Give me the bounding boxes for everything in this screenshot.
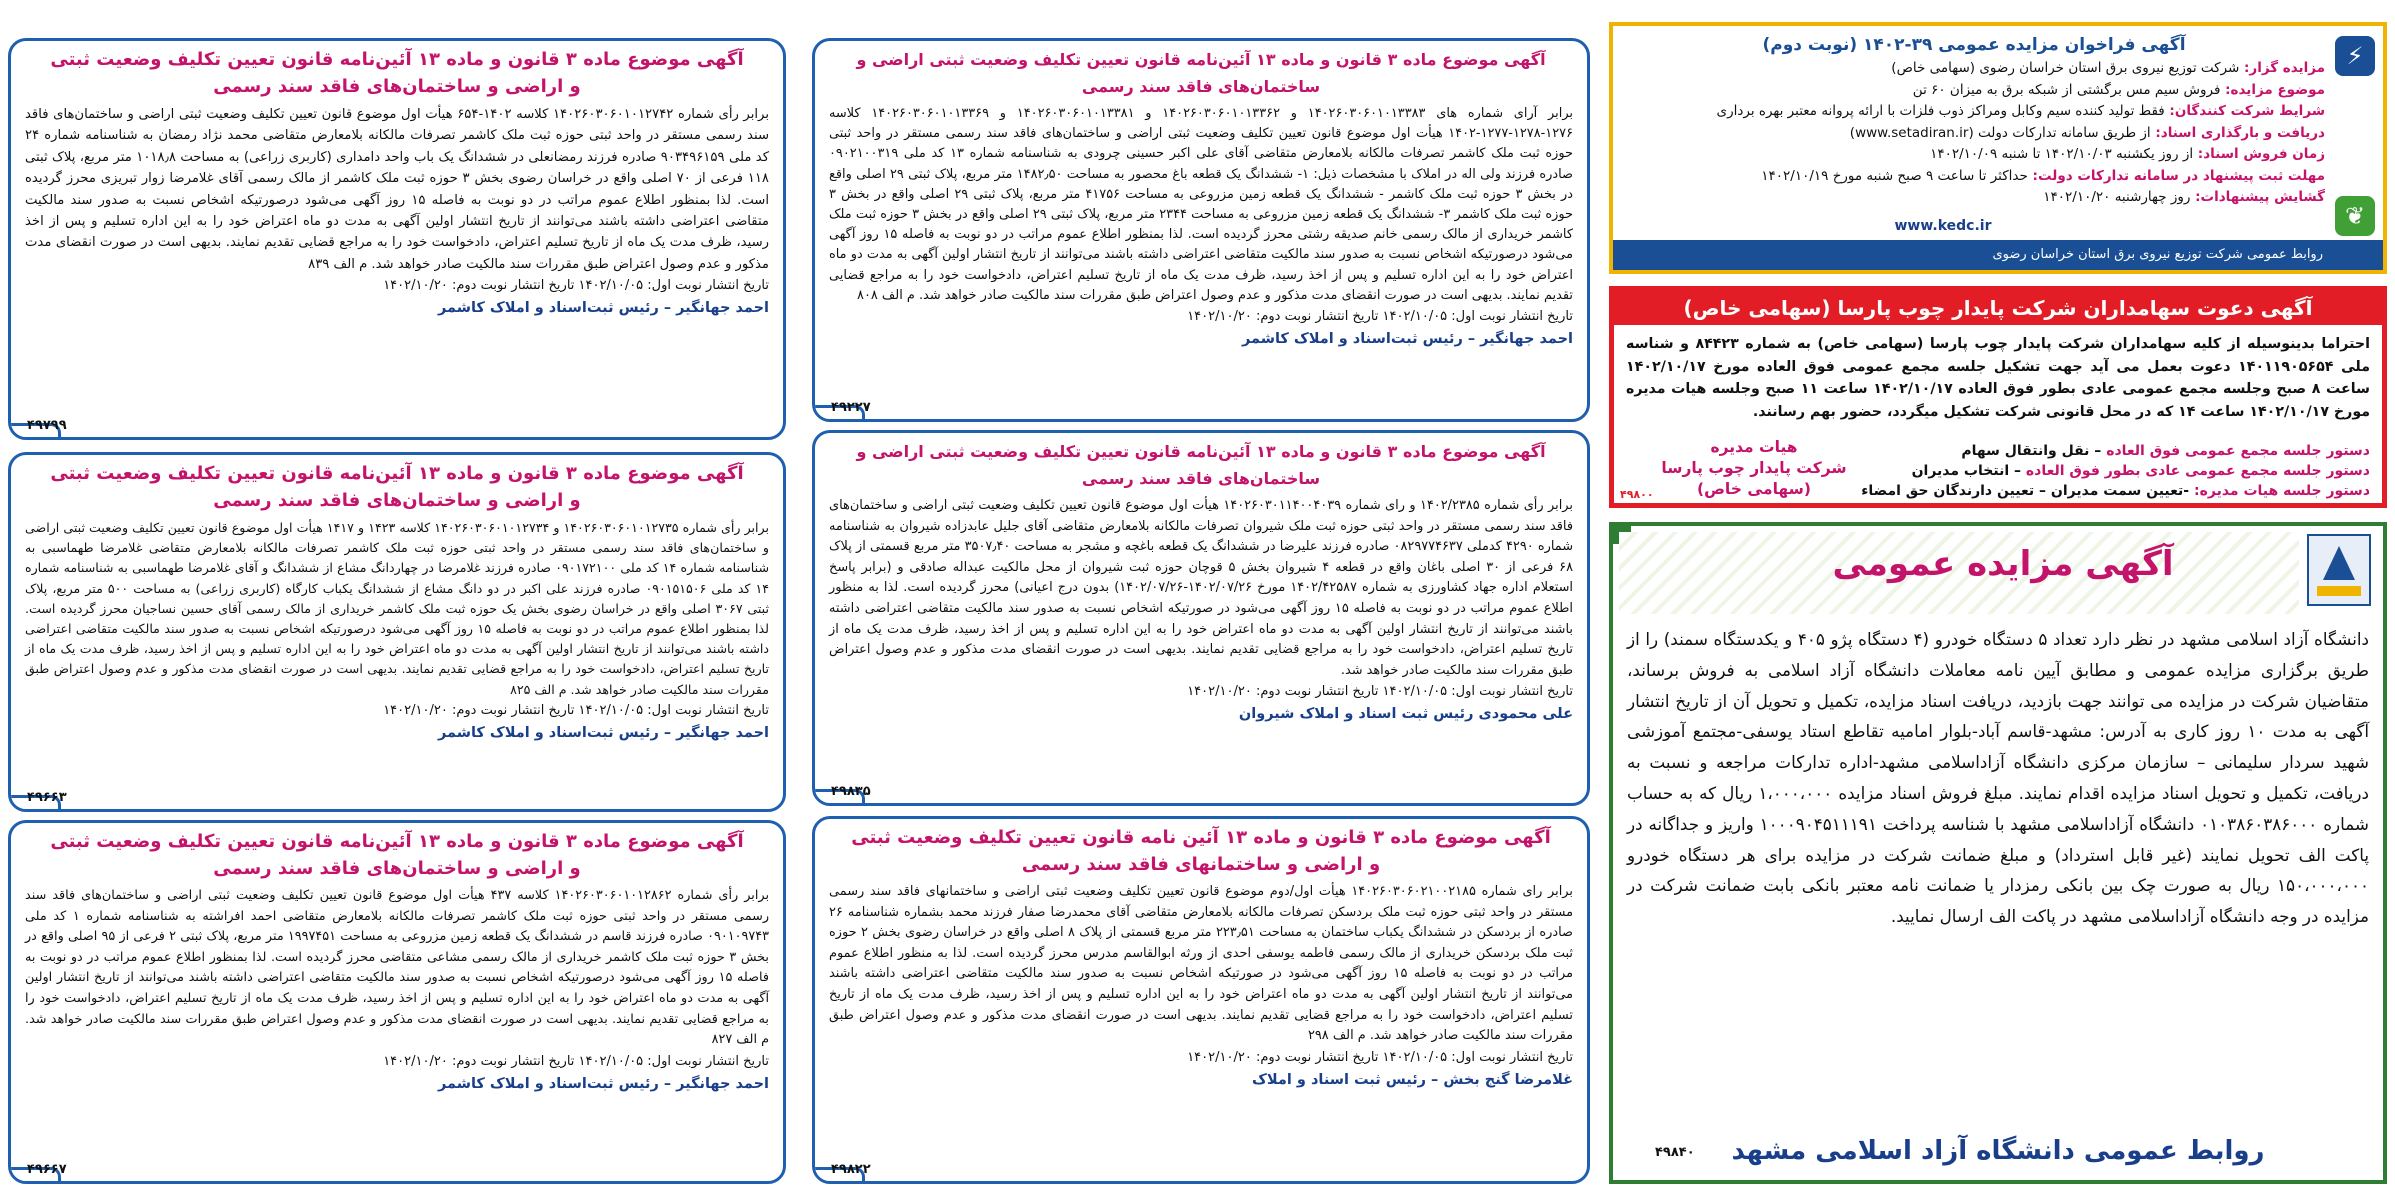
ad-title-line2: و اراضی و ساختمانهای فاقد سند رسمی <box>1021 854 1381 875</box>
ad-signer: احمد جهانگیر – رئیس ثبت‌اسناد و املاک کاشمر <box>1241 331 1573 348</box>
ad-dates: تاریخ انتشار نوبت اول: ۱۴۰۲/۱۰/۰۵ تاریخ انتشار نوبت دوم: ۱۴۰۲/۱۰/۲۰ <box>1187 684 1573 700</box>
signature-line: (سهامی خاص) <box>1697 480 1811 498</box>
agenda-text: -تعیین سمت مدیران – تعیین دارندگان حق امضاء <box>1861 483 2194 499</box>
ad-title-line1: آگهی موضوع ماده ۳ قانون و ماده ۱۳ آئین‌نامه قانون تعیین تکلیف وضعیت ثبتی <box>50 49 744 70</box>
logo-bar <box>2317 586 2361 596</box>
row-label: مزایده گزار: <box>2239 60 2325 76</box>
ad-code: ۴۹۲۲۷ <box>831 400 871 415</box>
meeting-agenda <box>1861 441 2370 501</box>
ad-body: برابر رأی شماره ۱۴۰۲۶۰۳۰۶۰۱۰۱۲۷۴۲ کلاسه ۱۴۰۲-۶۵۴ هیأت اول موضوع قانون تعیین تکلیف وضعیت ثبتی اراضی و ساختمان‌های فاقد سند رسمی مستقر در واحد ثبتی حوزه ثبت ملک کاشمر تصرفات مالکانه بلامعارض متقاضی محمد نژاد رمضان به شناسنامه شماره ۲۴ کد ملی ۹۰۳۴۹۶۱۵۹ صادره فرزند رمضانعلی در ششدانگ یک باب واحد دامداری (کاربری زراعی) به مساحت ۱۰۱۸٫۸ متر مربع، پلاک ثبتی ۱۱۸ فرعی از ۷۰ اصلی واقع در خراسان رضوی بخش ۳ حوزه ثبت ملک کاشمر از مالک رسمی آقای غلامرضا زوار تبریزی محرز گردیده است. لذا بمنظور اطلاع عموم مراتب در دو نوبت به فاصله ۱۵ روز آگهی می‌شود درصورتیکه اشخاص نسبت به صدور سند مالکیت متقاضی اعتراضی داشته باشند می‌توانند از تاریخ انتشار اولین آگهی به مدت دو ماه اعتراض خود را به این اداره تسلیم و پس از اخذ رسید، ظرف مدت یک ماه از تاریخ تسلیم اعتراض، دادخواست خود را به مراجع قضایی تقدیم نمایند. بدیهی است در صورت انقضای مدت مذکور و عدم وصول اعتراض طبق مقررات سند مالکیت صادر خواهد شد. م الف ۸۳۹ <box>25 107 769 272</box>
registration-ad-4 <box>812 38 1590 422</box>
leaf-icon: ❦ <box>2335 196 2375 236</box>
row-label: مهلت ثبت پیشنهاد در سامانه تدارکات دولت: <box>2027 167 2325 184</box>
ad-signer: علی محمودی رئیس ثبت اسناد و املاک شیروان <box>1238 706 1573 723</box>
auction-row <box>1623 80 2325 102</box>
auction-content <box>1623 32 2325 240</box>
auction-row <box>1623 144 2325 166</box>
university-title: آگهی مزایده عمومی <box>1832 544 2174 584</box>
ad-title-line2: و اراضی و ساختمان‌های فاقد سند رسمی <box>213 490 581 511</box>
ad-body: برابر رای شماره ۱۴۰۲۶۰۳۰۶۰۲۱۰۰۲۱۸۵ هیأت اول/دوم موضوع قانون تعیین تکلیف وضعیت ثبتی اراضی و ساختمانهای فاقد سند رسمی مستقر در واحد ثبتی حوزه ثبت ملک بردسکن تصرفات مالکانه بلامعارض متقاضی آقای محمدرضا صفار فرزند محمد بشماره شناسنامه ۲۶ صادره از بردسکن در ششدانگ یکباب ساختمان به مساحت ۲۲۳٫۵۱ متر مربع قسمتی از پلاک ۸ اصلی واقع در خراسان رضوی بخش ۲ حوزه ثبت ملک بردسکن خریداری از مالک رسمی فاطمه یوسفی احدی از ورثه ابوالقاسم مدرس محرز گردیده است. لذا به منظور اطلاع عموم مراتب در دو نوبت به فاصله ۱۵ روز آگهی می‌شود در صورتیکه اشخاص نسبت به صدور سند مالکیت متقاضی اعتراضی داشته باشند می‌توانند از تاریخ انتشار اولین آگهی به مدت دو ماه اعتراض خود را به این اداره تسلیم و پس از اخذ رسید، ظرف مدت یک ماه از تاریخ تسلیم اعتراض، دادخواست خود را به مراجع قضایی تقدیم نمایند. بدیهی است در صورت انقضای مدت مذکور و عدم وصول اعتراض طبق مقررات سند مالکیت صادر خواهد شد. م الف ۲۹۸ <box>829 884 1573 1044</box>
university-auction-notice <box>1609 522 2387 1184</box>
ad-title-line1: آگهی موضوع ماده ۳ قانون و ماده ۱۳ آئین‌نامه قانون تعیین تکلیف وضعیت ثبتی <box>50 831 744 852</box>
meeting-title: آگهی دعوت سهامداران شرکت پایدار چوب پارسا (سهامی خاص) <box>1614 291 2382 325</box>
row-value: فقط تولید کننده سیم وکابل ومراکز ذوب فلزات با ارائه پروانه معتبر بهره برداری <box>1716 103 2165 119</box>
signature-line: هیات مدیره <box>1710 438 1798 456</box>
registration-ad-3 <box>8 820 786 1184</box>
ad-title-line2: و اراضی و ساختمان‌های فاقد سند رسمی <box>213 858 581 879</box>
row-value: شرکت توزیع نیروی برق استان خراسان رضوی (سهامی خاص) <box>1891 60 2240 76</box>
agenda-head: دستور جلسه مجمع عمومی فوق العاده <box>2106 443 2370 459</box>
signature-line: شرکت پایدار چوب پارسا <box>1661 459 1847 477</box>
lightning-icon: ⚡ <box>2335 36 2375 76</box>
row-value: حداکثر تا ساعت ۹ صبح شنبه مورخ ۱۴۰۲/۱۰/۱۹ <box>1761 167 2028 184</box>
ad-dates: تاریخ انتشار نوبت اول: ۱۴۰۲/۱۰/۰۵ تاریخ انتشار نوبت دوم: ۱۴۰۲/۱۰/۲۰ <box>383 278 769 294</box>
ad-title <box>11 455 783 514</box>
shareholders-meeting-notice <box>1609 286 2387 508</box>
ad-dates: تاریخ انتشار نوبت اول: ۱۴۰۲/۱۰/۰۵ تاریخ انتشار نوبت دوم: ۱۴۰۲/۱۰/۲۰ <box>383 702 769 718</box>
auction-notice <box>1609 22 2387 274</box>
university-code: ۴۹۸۴۰ <box>1655 1145 1695 1160</box>
registration-ad-5 <box>812 430 1590 806</box>
ad-title: آگهی موضوع ماده ۳ قانون و ماده ۱۳ آئین‌نامه قانون تعیین تکلیف وضعیت ثبتی اراضی و ساختمان‌های فاقد سند رسمی <box>856 50 1546 96</box>
university-header <box>1613 526 2383 624</box>
ad-dates: تاریخ انتشار نوبت اول: ۱۴۰۲/۱۰/۰۵ تاریخ انتشار نوبت دوم: ۱۴۰۲/۱۰/۲۰ <box>383 1053 769 1069</box>
university-signature: روابط عمومی دانشگاه آزاد اسلامی مشهد <box>1731 1136 2265 1166</box>
registration-ad-2 <box>8 452 786 812</box>
meeting-code: ۴۹۸۰۰ <box>1620 488 1654 501</box>
ad-title: آگهی موضوع ماده ۳ قانون و ماده ۱۳ آئین‌نامه قانون تعیین تکلیف وضعیت ثبتی اراضی و ساختمان‌های فاقد سند رسمی <box>856 442 1546 488</box>
auction-title: آگهی فراخوان مزایده عمومی ۳۹-۱۴۰۲ (نوبت دوم) <box>1762 35 2186 55</box>
auction-row <box>1623 123 2325 145</box>
ad-code: ۴۹۶۶۳ <box>27 790 67 805</box>
university-body: دانشگاه آزاد اسلامی مشهد در نظر دارد تعداد ۵ دستگاه خودرو (۴ دستگاه پژو ۴۰۵ و یکدستگاه سمند) را از طریق برگزاری مزایده عمومی و مطابق آیین نامه معاملات دانشگاه آزاد اسلامی به فروش برساند، متقاضیان شرکت در مزایده می توانند جهت بازدید، دریافت اسناد مزایده، تکمیل و تحویل آن از تاریخ انتشار آگهی به مدت ۱۰ روز کاری به آدرس: مشهد-قاسم آباد-بلوار امامیه تقاطع استاد یوسفی-مجتمع آموزشی شهید سردار سلیمانی – سازمان مرکزی دانشگاه آزاداسلامی مشهد-اداره تدارکات مراجعه و نسبت به دریافت، تکمیل و تحویل اسناد مزایده اقدام نمایند. مبلغ فروش اسناد مزایده ۱،۰۰۰،۰۰۰ ریال که به حساب شماره ۰۱۰۳۸۶۰۳۸۶۰۰۰ دانشگاه آزاداسلامی مشهد با شناسه پرداخت ۱۰۰۰۹۰۴۵۱۱۱۹۱ واریز و جداگانه در پاکت الف تحویل نمایند (غیر قابل استرداد) و مبلغ ضمانت شرکت در مزایده برای هر دستگاه خودرو ۱۵۰،۰۰۰،۰۰۰ ریال به صورت چک بین بانکی رمزدار یا ضمانت نامه معتبر بانکی بابت ضمانت شرکت در مزایده در وجه دانشگاه آزاداسلامی مشهد در پاکت الف ارسال نمایید. <box>1627 629 2370 927</box>
meeting-signature <box>1634 437 1874 500</box>
ad-code: ۴۹۷۹۹ <box>27 418 67 433</box>
kedc-logo <box>2333 36 2375 236</box>
logo-triangle <box>2323 546 2355 580</box>
ad-signer: احمد جهانگیر – رئیس ثبت‌اسناد و املاک کاشمر <box>437 1075 769 1092</box>
auction-row <box>1623 58 2325 80</box>
registration-ad-6 <box>812 816 1590 1184</box>
ad-body: برابر آرای شماره های ۱۴۰۲۶۰۳۰۶۰۱۰۱۳۳۸۳ و ۱۴۰۲۶۰۳۰۶۰۱۰۱۳۳۶۲ و ۱۴۰۲۶۰۳۰۶۰۱۰۱۳۳۸۱ و ۱۴۰۲۶۰۳۰۶۰۱۰۱۳۳۶۹ کلاسه ۱۲۷۶-۱۲۷۸-۱۲۷۷-۱۴۰۲ هیأت اول موضوع قانون تعیین تکلیف وضعیت ثبتی اراضی و ساختمان‌های فاقد سند رسمی مستقر در واحد ثبتی حوزه ثبت ملک کاشمر تصرفات مالکانه بلامعارض متقاضی آقای علی اکبر حسینی چرودی به شناسنامه شماره ۱۳ کد ملی ۰۹۰۲۱۰۰۳۱۹ صادره فرزند ولی اله در املاک با مشخصات ذیل: ۱- ششدانگ یک قطعه باغ محصور به مساحت ۱۴۸۲٫۵۰ متر مربع، پلاک ثبتی ۲۹ اصلی واقع در بخش ۳ حوزه ثبت ملک کاشمر - ششدانگ یک قطعه زمین مزروعی به مساحت ۴۱۷۵۶ متر مربع، پلاک ثبتی ۲۹ اصلی واقع در بخش ۳ حوزه ثبت ملک کاشمر ۳- ششدانگ یک قطعه زمین مزروعی به مساحت ۲۳۴۴ متر مربع، پلاک ثبتی ۲۹ اصلی واقع در بخش ۳ حوزه ثبت ملک کاشمر خریداری از مالک رسمی خانم صدیقه رشتی محرز گردیده است. لذا بمنظور اطلاع عموم مراتب در دو نوبت به فاصله ۱۵ روز آگهی می‌شود درصورتیکه اشخاص نسبت به صدور سند مالکیت متقاضی اعتراضی داشته باشند می‌توانند از تاریخ انتشار اولین آگهی به مدت دو ماه اعتراض خود را به این اداره تسلیم و پس از اخذ رسید، ظرف مدت یک ماه از تاریخ تسلیم اعتراض، دادخواست خود را به مراجع قضایی تقدیم نمایند. بدیهی است در صورت انقضای مدت مذکور و عدم وصول اعتراض طبق مقررات سند مالکیت صادر خواهد شد. م الف ۸۰۸ <box>829 106 1574 303</box>
ad-signer: غلامرضا گنج بخش – رئیس ثبت اسناد و املاک <box>1252 1071 1573 1088</box>
row-label: موضوع مزایده: <box>2220 81 2325 98</box>
university-logo-icon <box>2307 534 2371 606</box>
agenda-item <box>1861 461 2370 481</box>
ad-title <box>11 823 783 882</box>
auction-footer: روابط عمومی شرکت توزیع نیروی برق استان خراسان رضوی <box>1613 240 2383 270</box>
ad-title <box>815 819 1587 878</box>
agenda-text: – نقل وانتقال سهام <box>1961 443 2107 459</box>
auction-website: www.kedc.ir <box>1894 218 1992 234</box>
ad-code: ۴۹۸۳۵ <box>831 784 871 799</box>
agenda-item <box>1861 441 2370 461</box>
row-value: روز چهارشنبه ۱۴۰۲/۱۰/۲۰ <box>2043 189 2191 205</box>
ad-body: برابر رأی شماره ۱۴۰۲۶۰۳۰۶۰۱۰۱۲۷۳۵ و ۱۴۰۲۶۰۳۰۶۰۱۰۱۲۷۳۴ کلاسه ۱۴۲۳ و ۱۴۱۷ هیأت اول موضوع قانون تعیین تکلیف وضعیت ثبتی اراضی و ساختمان‌های فاقد سند رسمی مستقر در واحد ثبتی حوزه ثبت ملک کاشمر تصرفات مالکانه بلامعارض متقاضی غلامرضا طهماسبی به شناسنامه شماره ۱۴ کد ملی ۰۹۰۱۷۲۱۰۰ صادره فرزند غلامرضا در چهاردانگ مشاع از ششدانگ و آقای غلامرضا طهماسبی به شناسنامه شماره ۱۴ کد ملی ۰۹۰۱۵۱۵۰۶ صادره فرزند علی اکبر در دو دانگ مشاع از ششدانگ یکباب کارگاه (کاربری زراعی) به مساحت ۵۰۰ متر مربع، پلاک ثبتی ۳۰۶۷ اصلی واقع در خراسان رضوی بخش یک حوزه ثبت ملک کاشمر خریداری از مالک رسمی آقای حسین نساجیان محرز گردیده است. لذا بمنظور اطلاع عموم مراتب در دو نوبت به فاصله ۱۵ روز آگهی می‌شود درصورتیکه اشخاص نسبت به صدور سند مالکیت متقاضی اعتراضی داشته باشند می‌توانند از تاریخ انتشار اولین آگهی به مدت دو ماه اعتراض خود را به این اداره تسلیم و پس از اخذ رسید، ظرف مدت یک ماه از تاریخ تسلیم اعتراض، دادخواست خود را به مراجع قضایی تقدیم نمایند. بدیهی است در صورت انقضای مدت مذکور و عدم وصول اعتراض طبق مقررات سند مالکیت صادر خواهد شد. م الف ۸۲۵ <box>25 520 770 697</box>
row-label: دریافت و بارگذاری اسناد: <box>2150 124 2325 141</box>
agenda-head: دستور جلسه هیات مدیره: <box>2194 483 2370 499</box>
agenda-head: دستور جلسه مجمع عمومی عادی بطور فوق العاده <box>2025 463 2370 479</box>
row-label: شرایط شرکت کنندگان: <box>2164 103 2325 119</box>
row-label: گشایش پیشنهادات: <box>2190 189 2325 205</box>
auction-row <box>1623 166 2325 188</box>
ad-body: برابر رأی شماره ۱۴۰۲۶۰۳۰۶۰۱۰۱۲۸۶۲ کلاسه ۴۳۷ هیأت اول موضوع قانون تعیین تکلیف وضعیت ثبتی اراضی و ساختمان‌های فاقد سند رسمی مستقر در واحد ثبتی حوزه ثبت ملک کاشمر تصرفات مالکانه بلامعارض متقاضی احمد افراشته به شناسنامه شماره ۱ کد ملی ۰۹۰۱۰۹۷۴۳ صادره فرزند قاسم در ششدانگ یک قطعه زمین مزروعی به مساحت ۱۹۹۷۴۵۱ متر مربع، پلاک ثبتی ۲ فرعی از ۹۵ اصلی واقع در بخش ۳ حوزه ثبت ملک کاشمر خریداری از مالک رسمی مشاعی متقاضی محرز گردیده است. لذا بمنظور اطلاع عموم مراتب در دو نوبت به فاصله ۱۵ روز آگهی می‌شود درصورتیکه اشخاص نسبت به صدور سند مالکیت متقاضی اعتراضی داشته باشند می‌توانند از تاریخ انتشار اولین آگهی به مدت دو ماه اعتراض خود را به این اداره تسلیم و پس از اخذ رسید، ظرف مدت یک ماه از تاریخ تسلیم اعتراض، دادخواست خود را به مراجع قضایی تقدیم نمایند. بدیهی است در صورت انقضای مدت مذکور و عدم وصول اعتراض طبق مقررات سند مالکیت صادر خواهد شد. م الف ۸۲۷ <box>25 888 770 1048</box>
auction-row <box>1623 187 2325 209</box>
ad-body: برابر رأی شماره ۱۴۰۲/۲۳۸۵ و رای شماره ۱۴۰۲۶۰۳۰۱۱۴۰۰۴۰۳۹ هیأت اول موضوع قانون تعیین تکلیف وضعیت ثبتی اراضی و ساختمان‌های فاقد سند رسمی مستقر در واحد ثبتی حوزه ثبت ملک شیروان تصرفات مالکانه بلامعارض متقاضی آقای جلیل عابدزاده شیروان به شناسنامه شماره ۴۲۹۰ کدملی ۰۸۲۹۷۷۴۶۳۷ صادره فرزند علیرضا در ششدانگ یک قطعه باغچه و مشجر به مساحت ۳۵۰۷٫۴۰ متر مربع قسمتی از پلاک ۶۸ فرعی از ۳۰ اصلی باغان واقع در قطعه ۴ شیروان بخش ۵ قوچان حوزه ثبت شیروان از محل مالکیت عبداله صادقی و (برابر پاسخ استعلام اداره جهاد کشاورزی به شماره ۱۴۰۲/۴۲۵۸۷ مورخ ۱۴۰۲/۰۷/۲۶-۱۴۰۲/۰۷/۲۶) بدون درج اعیانی) محرز گردیده است. لذا به منظور اطلاع عموم مراتب در دو نوبت به فاصله ۱۵ روز آگهی می‌شود در صورتیکه اشخاص نسبت به صدور سند مالکیت متقاضی اعتراضی داشته باشند می‌توانند از تاریخ انتشار اولین آگهی به مدت دو ماه اعتراض خود را به این اداره تسلیم و پس از اخذ رسید، ظرف مدت یک ماه از تاریخ تسلیم اعتراض، دادخواست خود را به مراجع قضایی تقدیم نمایند. بدیهی است در صورت انقضای مدت مذکور و عدم وصول اعتراض طبق مقررات سند مالکیت صادر خواهد شد. <box>829 498 1574 678</box>
registration-ad-1 <box>8 38 786 440</box>
meeting-body: احتراما بدینوسیله از کلیه سهامداران شرکت پایدار چوب پارسا (سهامی خاص) به شماره ۸۴۴۲۳ و شناسه ملی ۱۴۰۱۱۹۰۵۶۵۴ دعوت بعمل می آید جهت تشکیل جلسه مجمع عمومی فوق العاده مورخ ۱۴۰۲/۱۰/۱۷ ساعت ۸ صبح وجلسه مجمع عمومی عادی بطور فوق العاده ۱۴۰۲/۱۰/۱۷ ساعت ۱۱ صبح وجلسه هیات مدیره مورخ ۱۴۰۲/۱۰/۱۷ ساعت ۱۴ که در محل قانونی شرکت تشکیل میگردد، حضور بهم رسانند. <box>1626 336 2370 420</box>
row-value: فروش سیم مس برگشتی از شبکه برق به میزان ۶۰ تن <box>1912 81 2221 98</box>
ad-title <box>11 41 783 100</box>
row-value: از روز یکشنبه ۱۴۰۲/۱۰/۰۳ تا شنبه ۱۴۰۲/۱۰/۰۹ <box>1930 146 2194 162</box>
ad-signer: احمد جهانگیر – رئیس ثبت‌اسناد و املاک کاشمر <box>437 724 769 741</box>
auction-row <box>1623 101 2325 123</box>
row-value: از طریق سامانه تدارکات دولت (www.setadiran.ir) <box>1849 124 2151 141</box>
ad-code: ۴۹۸۲۲ <box>831 1162 871 1177</box>
agenda-item <box>1861 481 2370 501</box>
ad-title-line1: آگهی موضوع ماده ۳ قانون و ماده ۱۳ آئین‌نامه قانون تعیین تکلیف وضعیت ثبتی <box>50 463 744 484</box>
agenda-text: – انتخاب مدیران <box>1911 463 2026 479</box>
ad-dates: تاریخ انتشار نوبت اول: ۱۴۰۲/۱۰/۰۵ تاریخ انتشار نوبت دوم: ۱۴۰۲/۱۰/۲۰ <box>1187 1049 1573 1065</box>
ad-title-line2: و اراضی و ساختمان‌های فاقد سند رسمی <box>213 76 581 97</box>
ad-signer: احمد جهانگیر – رئیس ثبت‌اسناد و املاک کاشمر <box>437 300 769 317</box>
row-label: زمان فروش اسناد: <box>2193 146 2325 162</box>
ad-dates: تاریخ انتشار نوبت اول: ۱۴۰۲/۱۰/۰۵ تاریخ انتشار نوبت دوم: ۱۴۰۲/۱۰/۲۰ <box>1187 309 1573 325</box>
ad-code: ۴۹۶۶۷ <box>27 1162 67 1177</box>
ad-title-line1: آگهی موضوع ماده ۳ قانون و ماده ۱۳ آئین نامه قانون تعیین تکلیف وضعیت ثبتی <box>851 827 1551 848</box>
